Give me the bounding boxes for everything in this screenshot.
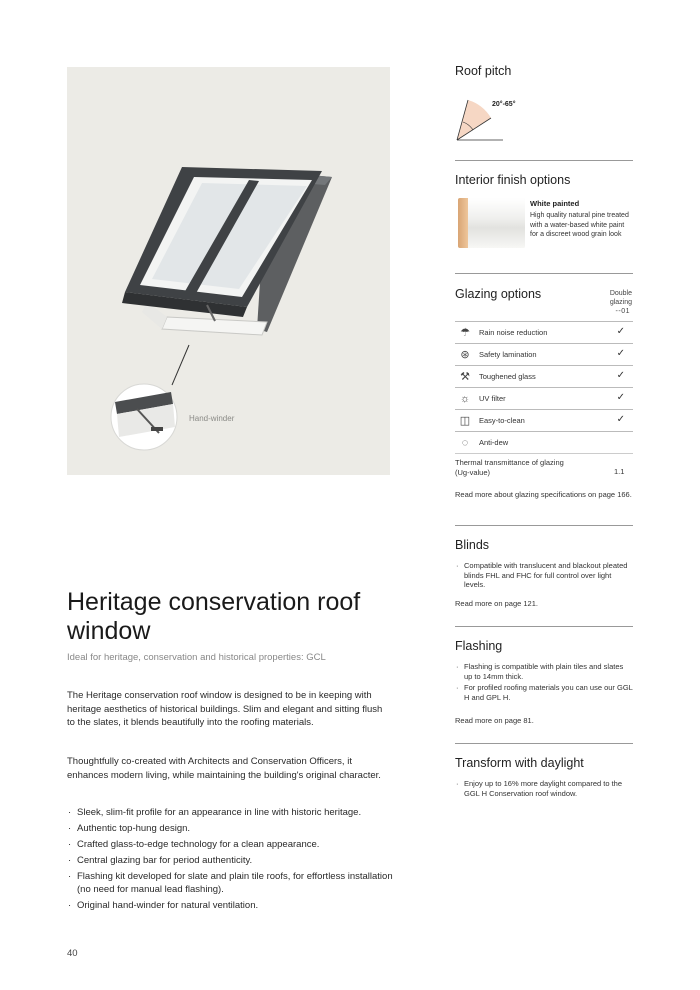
list-item: · For profiled roofing materials you can use our GGL H and GPL H. bbox=[455, 683, 633, 702]
flashing-list bbox=[455, 662, 633, 704]
glazing-heading: Glazing options bbox=[455, 287, 542, 301]
list-item: · Enjoy up to 16% more daylight compared to the GGL H Conservation roof window. bbox=[455, 779, 633, 798]
clean-icon: ◫ bbox=[459, 415, 471, 427]
thermal-transmittance-label: Thermal transmittance of glazing (Ug-value) bbox=[455, 458, 564, 477]
check-icon: ✓ bbox=[616, 392, 625, 403]
blinds-list bbox=[455, 561, 633, 592]
list-item: · Original hand-winder for natural ventilation. bbox=[67, 899, 397, 912]
page-title: Heritage conservation roof window bbox=[67, 588, 361, 645]
list-item: · Flashing kit developed for slate and plain tile roofs, for effortless installation (no need for manual lead flashing). bbox=[67, 870, 397, 896]
glazing-row-label: Anti-dew bbox=[479, 438, 509, 447]
divider bbox=[455, 273, 633, 274]
divider bbox=[455, 743, 633, 744]
dew-icon: ◌ bbox=[461, 437, 469, 449]
daylight-heading: Transform with daylight bbox=[455, 756, 584, 770]
rain-icon: ☂ bbox=[460, 327, 470, 339]
flashing-heading: Flashing bbox=[455, 639, 503, 653]
glazing-row-label: UV filter bbox=[479, 394, 506, 403]
thermal-transmittance-value: 1.1 bbox=[614, 467, 625, 476]
divider bbox=[455, 525, 633, 526]
list-item: · Crafted glass-to-edge technology for a clean appearance. bbox=[67, 838, 397, 851]
white-painted-swatch bbox=[458, 198, 525, 248]
page-subtitle: Ideal for heritage, conservation and historical properties: GCL bbox=[67, 652, 326, 663]
roof-pitch-heading: Roof pitch bbox=[455, 64, 512, 78]
finish-option-desc: High quality natural pine treated with a water-based white paint for a discreet wood grain look bbox=[530, 212, 629, 238]
hand-winder-label: Hand-winder bbox=[189, 414, 235, 423]
divider bbox=[455, 453, 633, 454]
list-item: · Flashing is compatible with plain tiles and slates up to 14mm thick. bbox=[455, 662, 633, 681]
daylight-list bbox=[455, 779, 633, 800]
finish-option-title: White painted bbox=[530, 199, 580, 208]
roof-pitch-range: 20°-65° bbox=[492, 101, 516, 108]
table-row bbox=[455, 409, 633, 431]
page-number: 40 bbox=[67, 948, 78, 959]
table-row bbox=[455, 365, 633, 387]
list-item: · Sleek, slim-fit profile for an appearance in line with historic heritage. bbox=[67, 806, 397, 819]
glazing-row-label: Easy-to-clean bbox=[479, 416, 525, 425]
hammer-icon: ⚒ bbox=[460, 371, 470, 383]
blinds-heading: Blinds bbox=[455, 538, 490, 552]
list-item: · Central glazing bar for period authenticity. bbox=[67, 854, 397, 867]
glazing-read-more: Read more about glazing specifications on page 166. bbox=[455, 490, 632, 499]
check-icon: ✓ bbox=[616, 326, 625, 337]
divider bbox=[455, 626, 633, 627]
intro-paragraph: The Heritage conservation roof window is designed to be in keeping with heritage aesthetics of historical buildings. Slim and elegant and sitting flush to the slates, it blends beautifully into the roofing materials. bbox=[67, 690, 383, 728]
glazing-type-code: --01 bbox=[615, 308, 630, 315]
table-row bbox=[455, 387, 633, 409]
check-icon: ✓ bbox=[616, 370, 625, 381]
table-row bbox=[455, 431, 633, 453]
list-item: · Compatible with translucent and blackout pleated blinds FHL and FHC for full control over light levels. bbox=[455, 561, 633, 590]
product-image bbox=[67, 67, 390, 475]
divider bbox=[455, 160, 633, 161]
sun-icon: ☼ bbox=[459, 393, 471, 405]
feature-list bbox=[67, 806, 397, 915]
safety-icon: ⊛ bbox=[460, 349, 470, 361]
table-row bbox=[455, 321, 633, 343]
list-item: · Authentic top-hung design. bbox=[67, 822, 397, 835]
interior-finish-heading: Interior finish options bbox=[455, 173, 571, 187]
blinds-read-more: Read more on page 121. bbox=[455, 599, 538, 608]
table-row bbox=[455, 343, 633, 365]
glazing-type-label: Double glazing bbox=[609, 290, 632, 306]
glazing-row-label: Toughened glass bbox=[479, 372, 536, 381]
cocreated-paragraph: Thoughtfully co-created with Architects and Conservation Officers, it enhances modern living, while maintaining the building's original character. bbox=[67, 756, 381, 781]
glazing-row-label: Safety lamination bbox=[479, 350, 537, 359]
check-icon: ✓ bbox=[616, 348, 625, 359]
glazing-row-label: Rain noise reduction bbox=[479, 328, 548, 337]
flashing-read-more: Read more on page 81. bbox=[455, 716, 534, 725]
check-icon: ✓ bbox=[616, 414, 625, 425]
roof-pitch-angle-icon bbox=[455, 92, 505, 142]
